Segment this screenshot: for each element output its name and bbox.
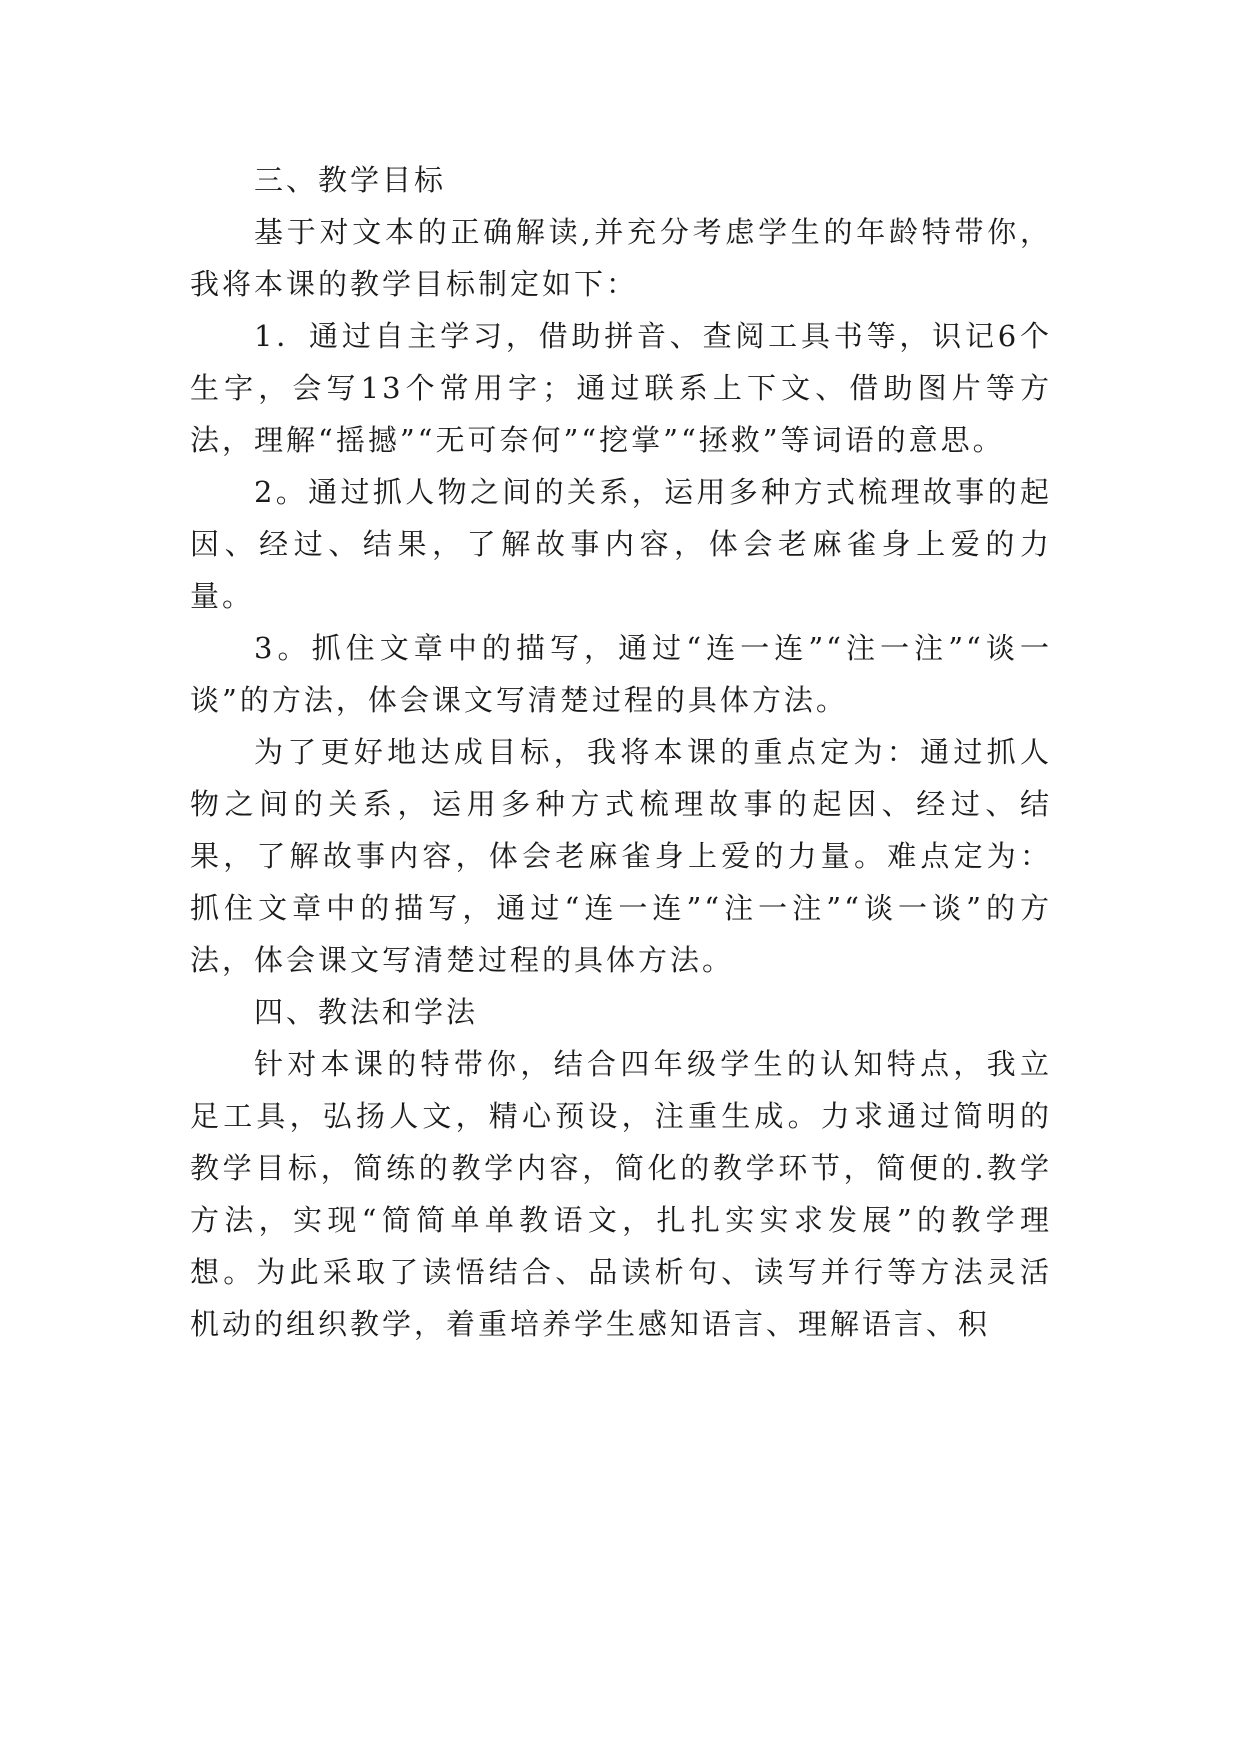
objective-1-paragraph: 1．通过自主学习，借助拼音、查阅工具书等，识记6个生字，会写13个常用字；通过联系上下文、借助图片等方法，理解“摇撼”“无可奈何”“挖掌”“拯救”等词语的意思。 [190,319,1052,457]
section-three-heading: 三、教学目标 [254,163,447,197]
key-points-paragraph: 为了更好地达成目标，我将本课的重点定为：通过抓人物之间的关系，运用多种方式梳理故事的起因、经过、结果，了解故事内容，体会老麻雀身上爱的力量。难点定为：抓住文章中的描写，通过“连一连”“注一注”“谈一谈”的方法，体会课文写清楚过程的具体方法。 [190,735,1052,977]
section-four-heading: 四、教法和学法 [254,995,479,1029]
intro-paragraph: 基于对文本的正确解读,并充分考虑学生的年龄特带你，我将本课的教学目标制定如下： [190,215,1052,301]
objective-3-paragraph: 3。抓住文章中的描写，通过“连一连”“注一注”“谈一谈”的方法，体会课文写清楚过程的具体方法。 [190,631,1052,717]
methods-paragraph: 针对本课的特带你，结合四年级学生的认知特点，我立足工具，弘扬人文，精心预设，注重生成。力求通过简明的教学目标，简练的教学内容，简化的教学环节，简便的.教学方法，实现“简简单单教语文，扎扎实实求发展”的教学理想。为此采取了读悟结合、品读析句、读写并行等方法灵活机动的组织教学，着重培养学生感知语言、理解语言、积 [190,1047,1052,1341]
document-body [190,154,1052,1350]
objective-2-paragraph: 2。通过抓人物之间的关系，运用多种方式梳理故事的起因、经过、结果，了解故事内容，体会老麻雀身上爱的力量。 [190,475,1052,613]
